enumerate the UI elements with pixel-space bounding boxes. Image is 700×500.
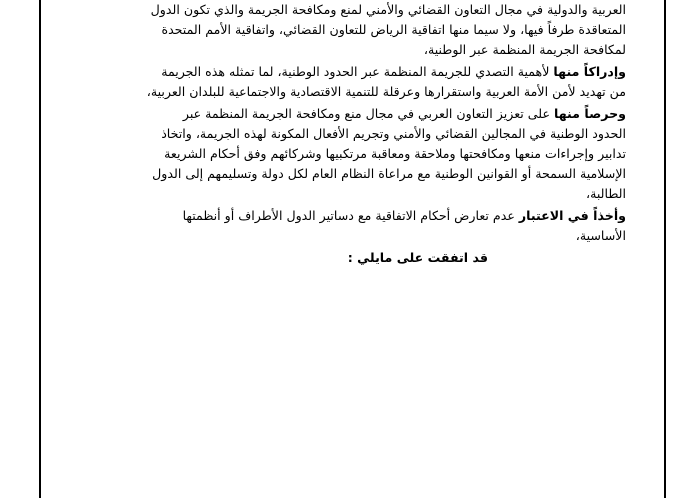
text-line xyxy=(100,104,626,124)
text-segment: على تعزيز التعاون العربي في مجال منع ومكافحة الجريمة المنظمة عبر xyxy=(182,106,550,121)
text-line xyxy=(100,206,626,226)
document-body xyxy=(100,0,626,268)
text-segment: عدم تعارض أحكام الاتفاقية مع دساتير الدول الأطراف أو أنظمتها xyxy=(182,208,515,223)
paragraph-awareness xyxy=(100,62,626,102)
paragraph-commitment xyxy=(100,104,626,204)
text-line: الأساسية، xyxy=(575,228,626,243)
text-line: من تهديد لأمن الأمة العربية واستقرارها وعرقلة للتنمية الاقتصادية والاجتماعية للبلدان العربية، xyxy=(146,84,626,99)
text-line: العربية والدولية في مجال التعاون القضائي والأمني لمنع ومكافحة الجريمة والذي تكون الدول xyxy=(150,2,626,17)
closing-statement: قد اتفقت على مايلي : xyxy=(347,250,488,265)
text-line: الطالبة، xyxy=(586,186,626,201)
text-segment: لأهمية التصدي للجريمة المنظمة عبر الحدود الوطنية، لما تمثله هذه الجريمة xyxy=(161,64,550,79)
paragraph-lead: وإدراكاً منها xyxy=(553,64,626,79)
paragraph-lead: وحرصاً منها xyxy=(553,106,626,121)
paragraph-preamble xyxy=(100,0,626,60)
text-line: الإسلامية السمحة أو القوانين الوطنية مع مراعاة النظام العام لكل دولة وتسليمهم إلى الدول xyxy=(152,166,626,181)
paragraph-lead: وأخذاً في الاعتبار xyxy=(518,208,626,223)
text-line: تدابير وإجراءات منعها ومكافحتها وملاحقة ومعاقبة مرتكبيها وشركائهم وفق أحكام الشريعة xyxy=(164,146,626,161)
text-line: الحدود الوطنية في المجالين القضائي والأمني وتجريم الأفعال المكونة لهذه الجريمة، واتخاذ xyxy=(161,126,626,141)
text-line: المتعاقدة طرفاً فيها، ولا سيما منها اتفاقية الرياض للتعاون القضائي، واتفاقية الأمم المتحدة xyxy=(161,22,626,37)
paragraph-consideration xyxy=(100,206,626,246)
text-line xyxy=(100,62,626,82)
text-line: لمكافحة الجريمة المنظمة عبر الوطنية، xyxy=(423,42,626,57)
